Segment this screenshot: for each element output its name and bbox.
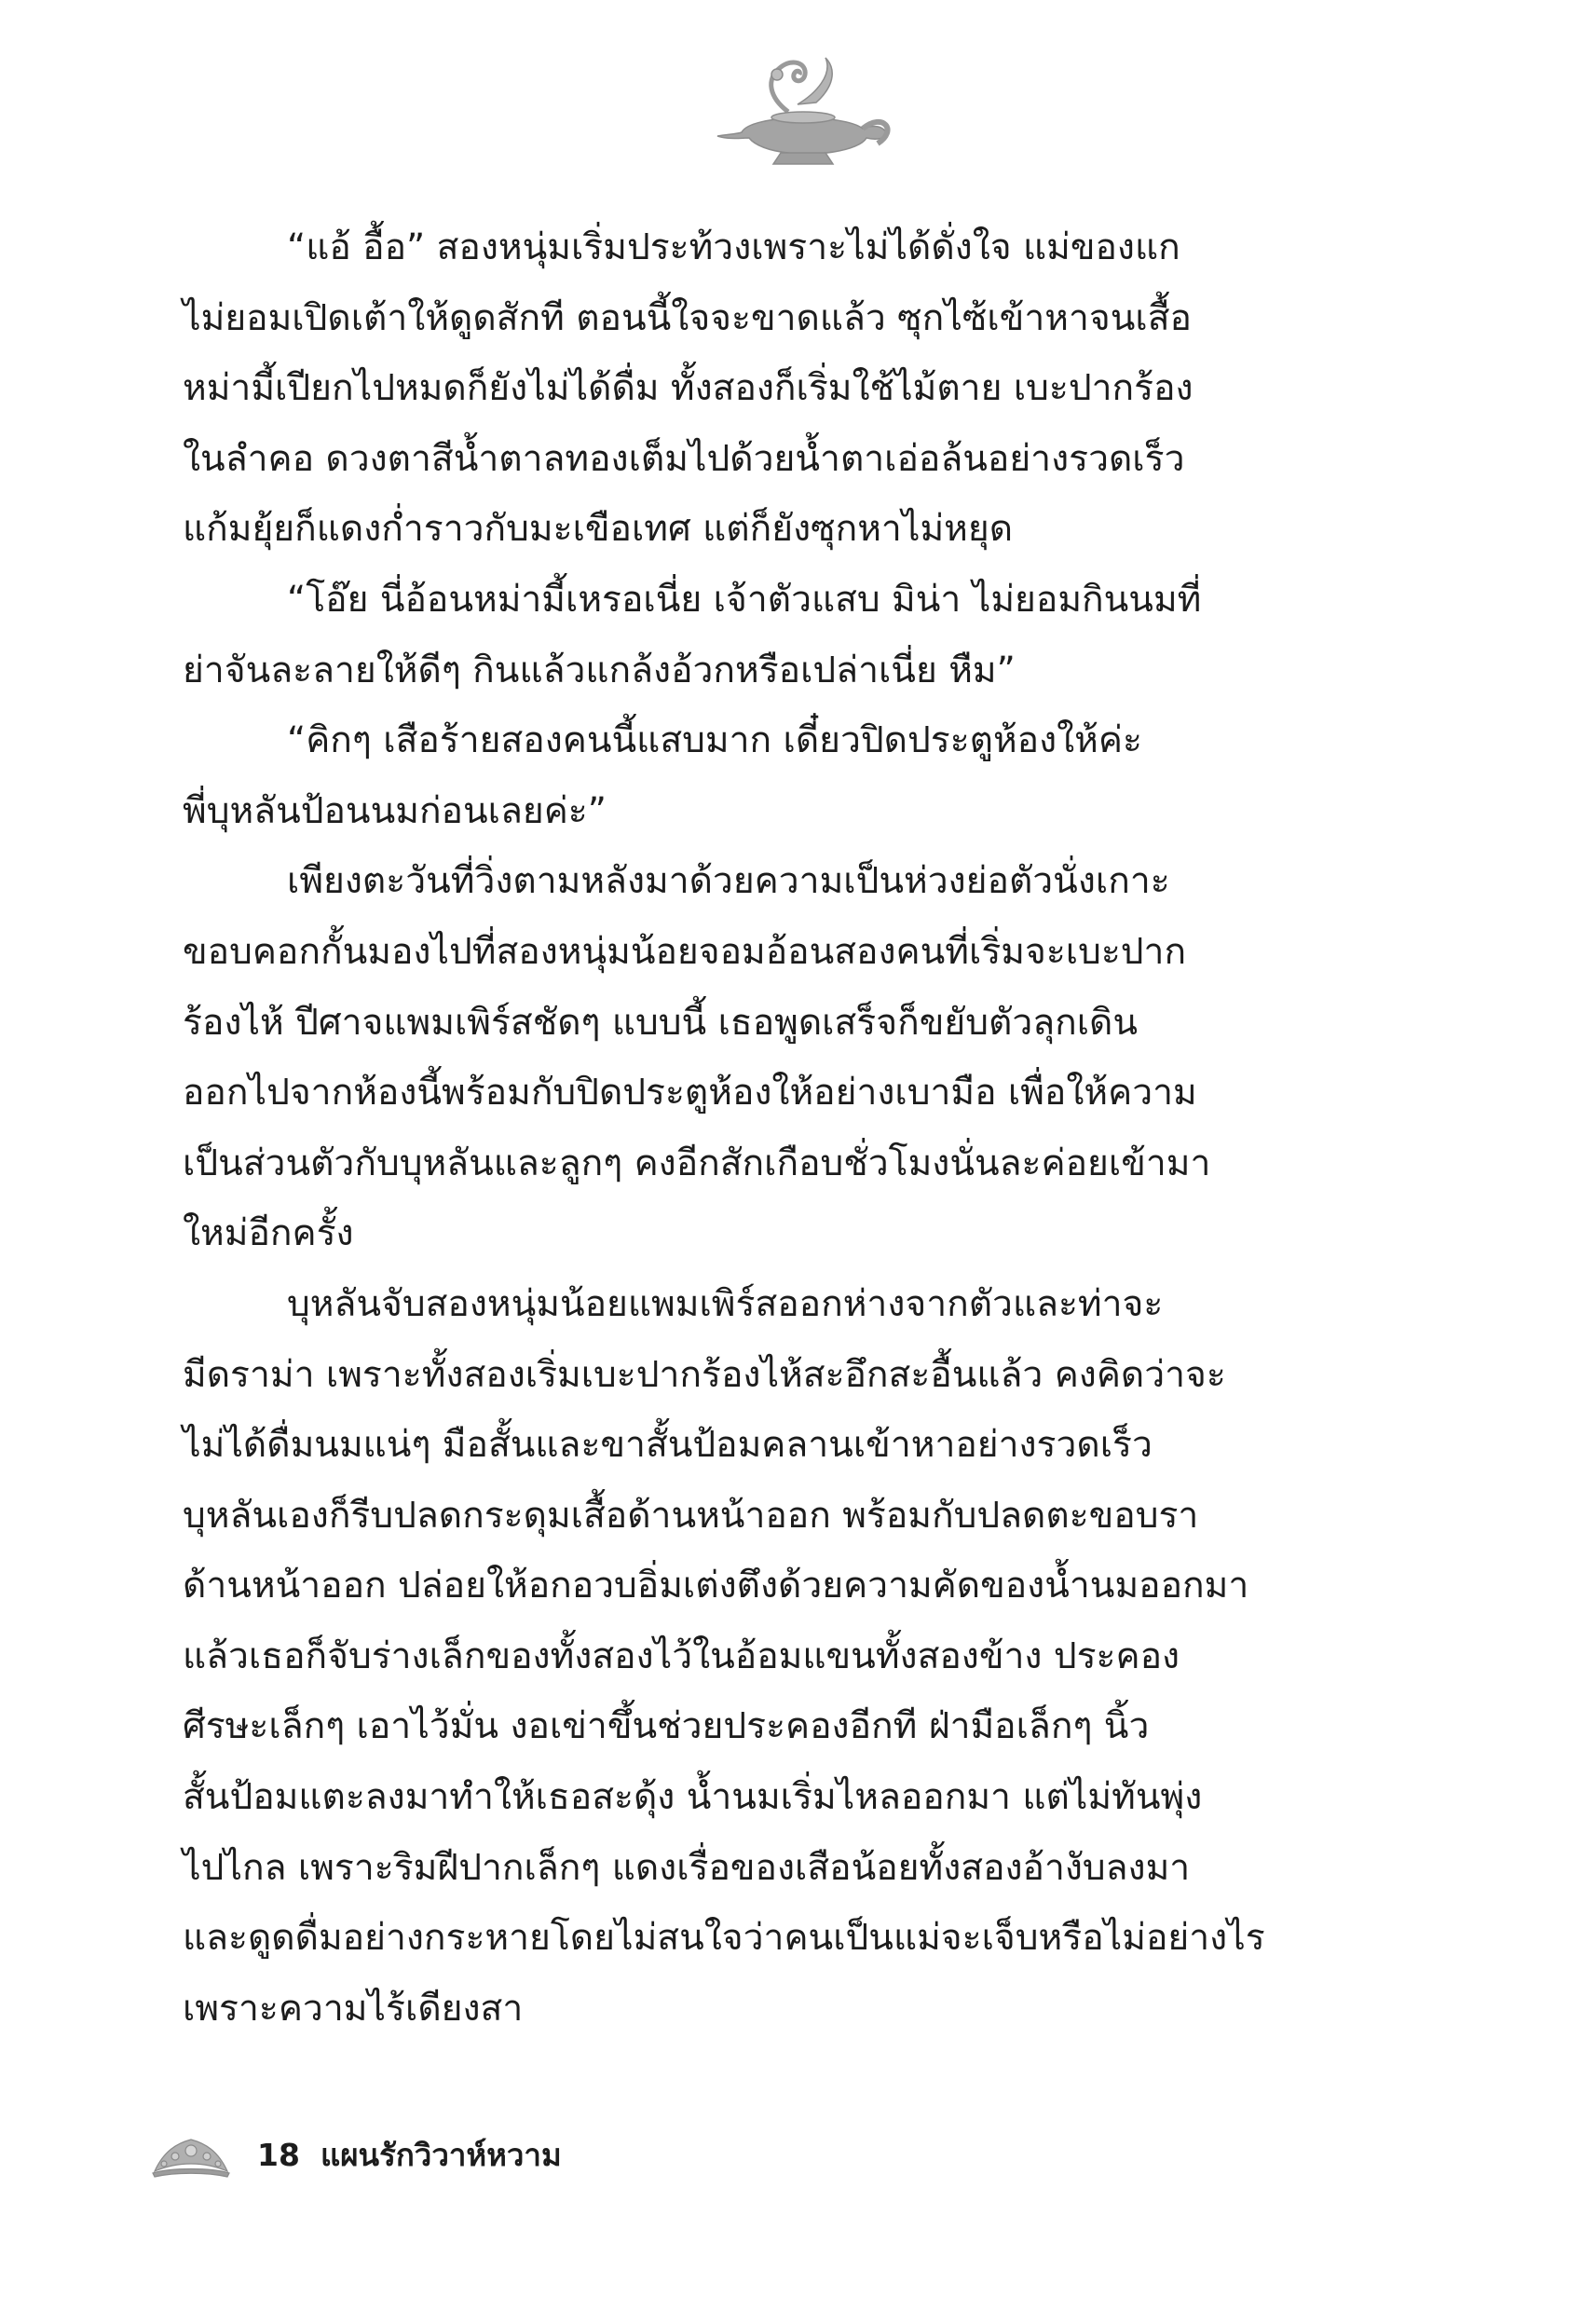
body-text: [183, 212, 1347, 2044]
page-footer: [149, 2126, 562, 2182]
paragraph: “แอ้ อื้อ” สองหนุ่มเริ่มประท้วงเพราะไม่ได้ดั่งใจ แม่ของแก ไม่ยอมเปิดเต้าให้ดูดสักที ตอนนี้ใจจะขาดแล้ว ซุกไซ้เข้าหาจนเสื้อ หม่ามี้เปียกไปหมดก็ยังไม่ได้ดื่ม ทั้งสองก็เริ่มใช้ไม้ตาย เบะปากร้อง ในลำคอ ดวงตาสีน้ำตาลทองเต็มไปด้วยน้ำตาเอ่อล้นอย่างรวดเร็ว แก้มยุ้ยก็แดงก่ำราวกับมะเขือเทศ แต่ก็ยังซุกหาไม่หยุด: [183, 226, 1194, 551]
paragraph: “คิกๆ เสือร้ายสองคนนี้แสบมาก เดี๋ยวปิดประตูห้องให้ค่ะ พี่บุหลันป้อนนมก่อนเลยค่ะ”: [183, 719, 1142, 832]
paragraph: เพียงตะวันที่วิ่งตามหลังมาด้วยความเป็นห่วงย่อตัวนั่งเกาะ ขอบคอกกั้นมองไปที่สองหนุ่มน้อยจอมอ้อนสองคนที่เริ่มจะเบะปาก ร้องไห้ ปีศาจแพมเพิร์สชัดๆ แบบนี้ เธอพูดเสร็จก็ขยับตัวลุกเดิน ออกไปจากห้องนี้พร้อมกับปิดประตูห้องให้อย่างเบามือ เพื่อให้ความ เป็นส่วนตัวกับบุหลันและลูกๆ คงอีกสักเกือบชั่วโมงนั่นละค่อยเข้ามา ใหม่อีกครั้ง: [183, 860, 1211, 1255]
book-title: แผนรักวิวาห์หวาม: [320, 2136, 562, 2173]
page-number: 18: [257, 2136, 300, 2173]
paragraph: “โอ๊ย นี่อ้อนหม่ามี้เหรอเนี่ย เจ้าตัวแสบ มิน่า ไม่ยอมกินนมที่ ย่าจันละลายให้ดีๆ กินแล้วแกล้งอ้วกหรือเปล่าเนี่ย หืม”: [183, 578, 1202, 691]
tiara-icon: [149, 2130, 233, 2179]
genie-lamp-icon: [676, 47, 919, 168]
paragraph: บุหลันจับสองหนุ่มน้อยแพมเพิร์สออกห่างจากตัวและท่าจะ มีดราม่า เพราะทั้งสองเริ่มเบะปากร้องไห้สะอึกสะอื้นแล้ว คงคิดว่าจะ ไม่ได้ดื่มนมแน่ๆ มือสั้นและขาสั้นป้อมคลานเข้าหาอย่างรวดเร็ว บุหลันเองก็รีบปลดกระดุมเสื้อด้านหน้าออก พร้อมกับปลดตะขอบรา ด้านหน้าออก ปล่อยให้อกอวบอิ่มเต่งตึงด้วยความคัดของน้ำนมออกมา แล้วเธอก็จับร่างเล็กของทั้งสองไว้ในอ้อมแขนทั้งสองข้าง ประคอง ศีรษะเล็กๆ เอาไว้มั่น งอเข่าขึ้นช่วยประคองอีกที ฝ่ามือเล็กๆ นิ้ว สั้นป้อมแตะลงมาทำให้เธอสะดุ้ง น้ำนมเริ่มไหลออกมา แต่ไม่ทันพุ่ง ไปไกล เพราะริมฝีปากเล็กๆ แดงเรื่อของเสือน้อยทั้งสองอ้างับลงมา และดูดดื่มอย่างกระหายโดยไม่สนใจว่าคนเป็นแม่จะเจ็บหรือไม่อย่างไร เพราะความไร้เดียงสา: [183, 1282, 1265, 2030]
